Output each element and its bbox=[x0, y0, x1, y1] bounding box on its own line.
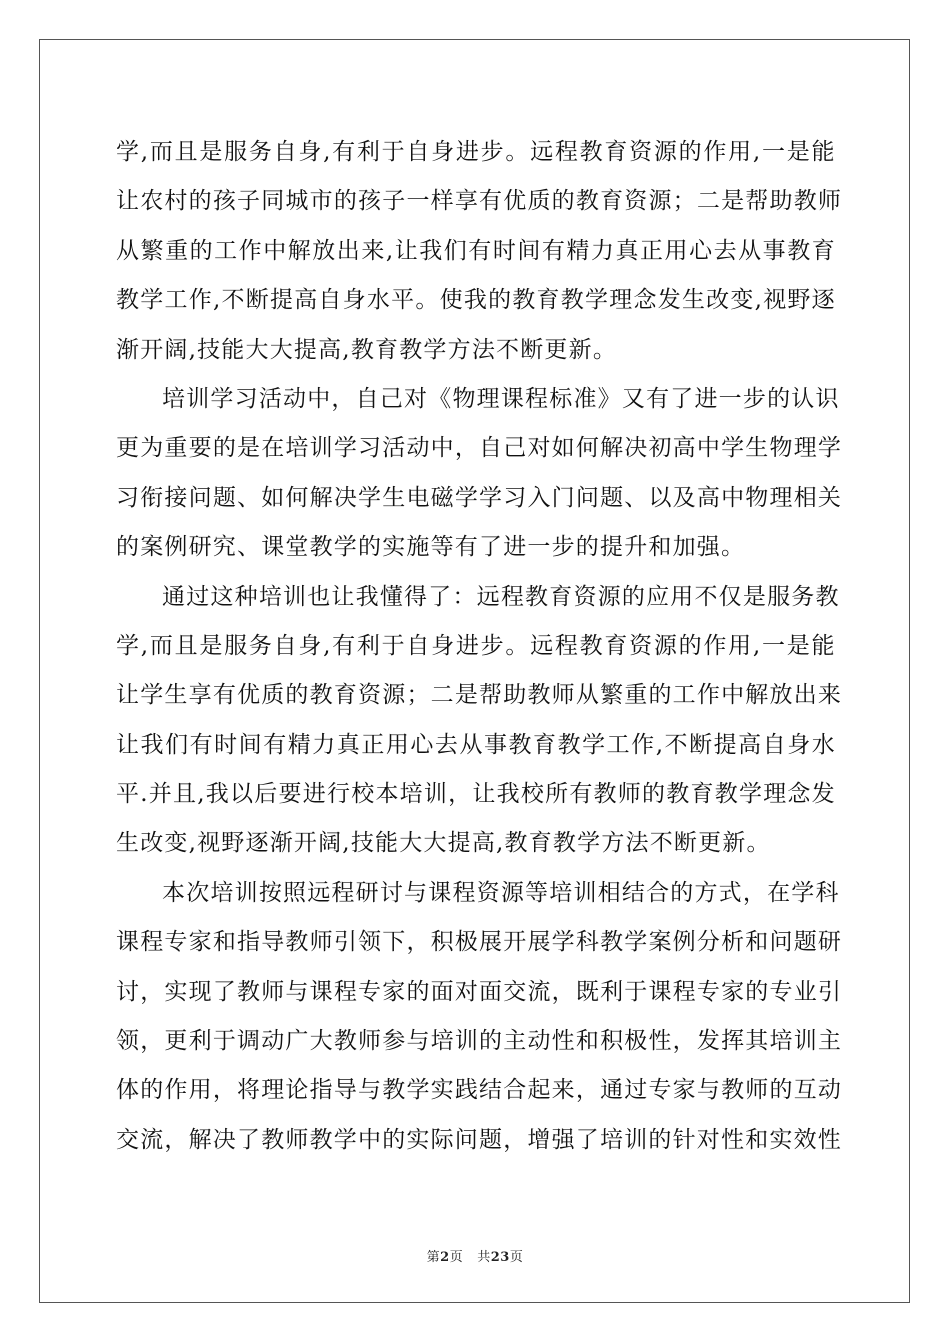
paragraph-line: 讨 ， 实 现 了 教 师 与 课 程 专 家 的 面 对 面 交 流 ， 既 利 于 课 程 专 家 的 专 业 引 bbox=[116, 978, 843, 1005]
paragraph-line: 学 , 而 且 是 服 务 自 身 , 有 利 于 自 身 进 步 。 远 程 教 育 资 源 的 作 用 , 一 是 能 bbox=[116, 632, 836, 659]
total-pages: 23 bbox=[490, 1250, 510, 1265]
paragraph-line: 更 为 重 要 的 是 在 培 训 学 习 活 动 中 ， 自 己 对 如 何 解 决 初 高 中 学 生 物 理 学 bbox=[116, 435, 843, 462]
paragraph-line: 平 . 并 且 , 我 以 后 要 进 行 校 本 培 训 ， 让 我 校 所 有 教 师 的 教 育 教 学 理 念 发 bbox=[116, 781, 836, 808]
paragraph-line: 学 , 而 且 是 服 务 自 身 , 有 利 于 自 身 进 步 。 远 程 教 育 资 源 的 作 用 , 一 是 能 bbox=[116, 139, 836, 165]
page-footer bbox=[0, 1246, 950, 1265]
paragraph-line: 生改变,视野逐渐开阔,技能大大提高,教育教学方法不断更新。 bbox=[116, 830, 771, 857]
page-suffix: 页 bbox=[449, 1250, 464, 1265]
paragraph bbox=[116, 573, 843, 869]
page-prefix: 第 bbox=[426, 1250, 441, 1265]
paragraph-line: 让 农 村 的 孩 子 同 城 市 的 孩 子 一 样 享 有 优 质 的 教 育 资 源 ； 二 是 帮 助 教 师 bbox=[116, 188, 843, 215]
paragraph-line: 从 繁 重 的 工 作 中 解 放 出 来 , 让 我 们 有 时 间 有 精 力 真 正 用 心 去 从 事 教 育 bbox=[116, 237, 836, 264]
total-suffix: 页 bbox=[509, 1250, 524, 1265]
paragraph bbox=[116, 869, 843, 1165]
paragraph bbox=[116, 128, 843, 375]
document-body bbox=[116, 128, 843, 1165]
paragraph-line: 交流，解决了教师教学中的实际问题，增强了培训的针对性和实效性 bbox=[116, 1126, 842, 1153]
total-prefix: 共 bbox=[477, 1250, 491, 1265]
paragraph-line: 培 训 学 习 活 动 中 ， 自 己 对 《 物 理 课 程 标 准 》 又 有 了 进 一 步 的 认 识 bbox=[162, 385, 840, 412]
paragraph-line: 教 学 工 作 , 不 断 提 高 自 身 水 平 。 使 我 的 教 育 教 学 理 念 发 生 改 变 , 视 野 逐 bbox=[116, 287, 836, 314]
paragraph-line: 通 过 这 种 培 训 也 让 我 懂 得 了 ： 远 程 教 育 资 源 的 应 用 不 仅 是 服 务 教 bbox=[162, 583, 840, 610]
paragraph-line: 课 程 专 家 和 指 导 教 师 引 领 下 ， 积 极 展 开 展 学 科 教 学 案 例 分 析 和 问 题 研 bbox=[116, 929, 843, 956]
paragraph-line: 习 衔 接 问 题 、 如 何 解 决 学 生 电 磁 学 学 习 入 门 问 题 、 以 及 高 中 物 理 相 关 bbox=[116, 484, 843, 511]
paragraph-line: 领 ， 更 利 于 调 动 广 大 教 师 参 与 培 训 的 主 动 性 和 积 极 性 ， 发 挥 其 培 训 主 bbox=[116, 1028, 843, 1055]
paragraph-line: 的案例研究、课堂教学的实施等有了进一步的提升和加强。 bbox=[116, 534, 746, 561]
paragraph-line: 本 次 培 训 按 照 远 程 研 讨 与 课 程 资 源 等 培 训 相 结 合 的 方 式 ， 在 学 科 bbox=[162, 879, 840, 906]
paragraph bbox=[116, 375, 843, 573]
paragraph-line: 体 的 作 用 ， 将 理 论 指 导 与 教 学 实 践 结 合 起 来 ， 通 过 专 家 与 教 师 的 互 动 bbox=[116, 1077, 843, 1104]
paragraph-line: 让 我 们 有 时 间 有 精 力 真 正 用 心 去 从 事 教 育 教 学 工 作 , 不 断 提 高 自 身 水 bbox=[116, 731, 836, 758]
page-number: 2 bbox=[440, 1250, 450, 1265]
paragraph-line: 让 学 生 享 有 优 质 的 教 育 资 源 ； 二 是 帮 助 教 师 从 繁 重 的 工 作 中 解 放 出 来 bbox=[116, 682, 843, 709]
paragraph-line: 渐开阔,技能大大提高,教育教学方法不断更新。 bbox=[116, 336, 618, 363]
